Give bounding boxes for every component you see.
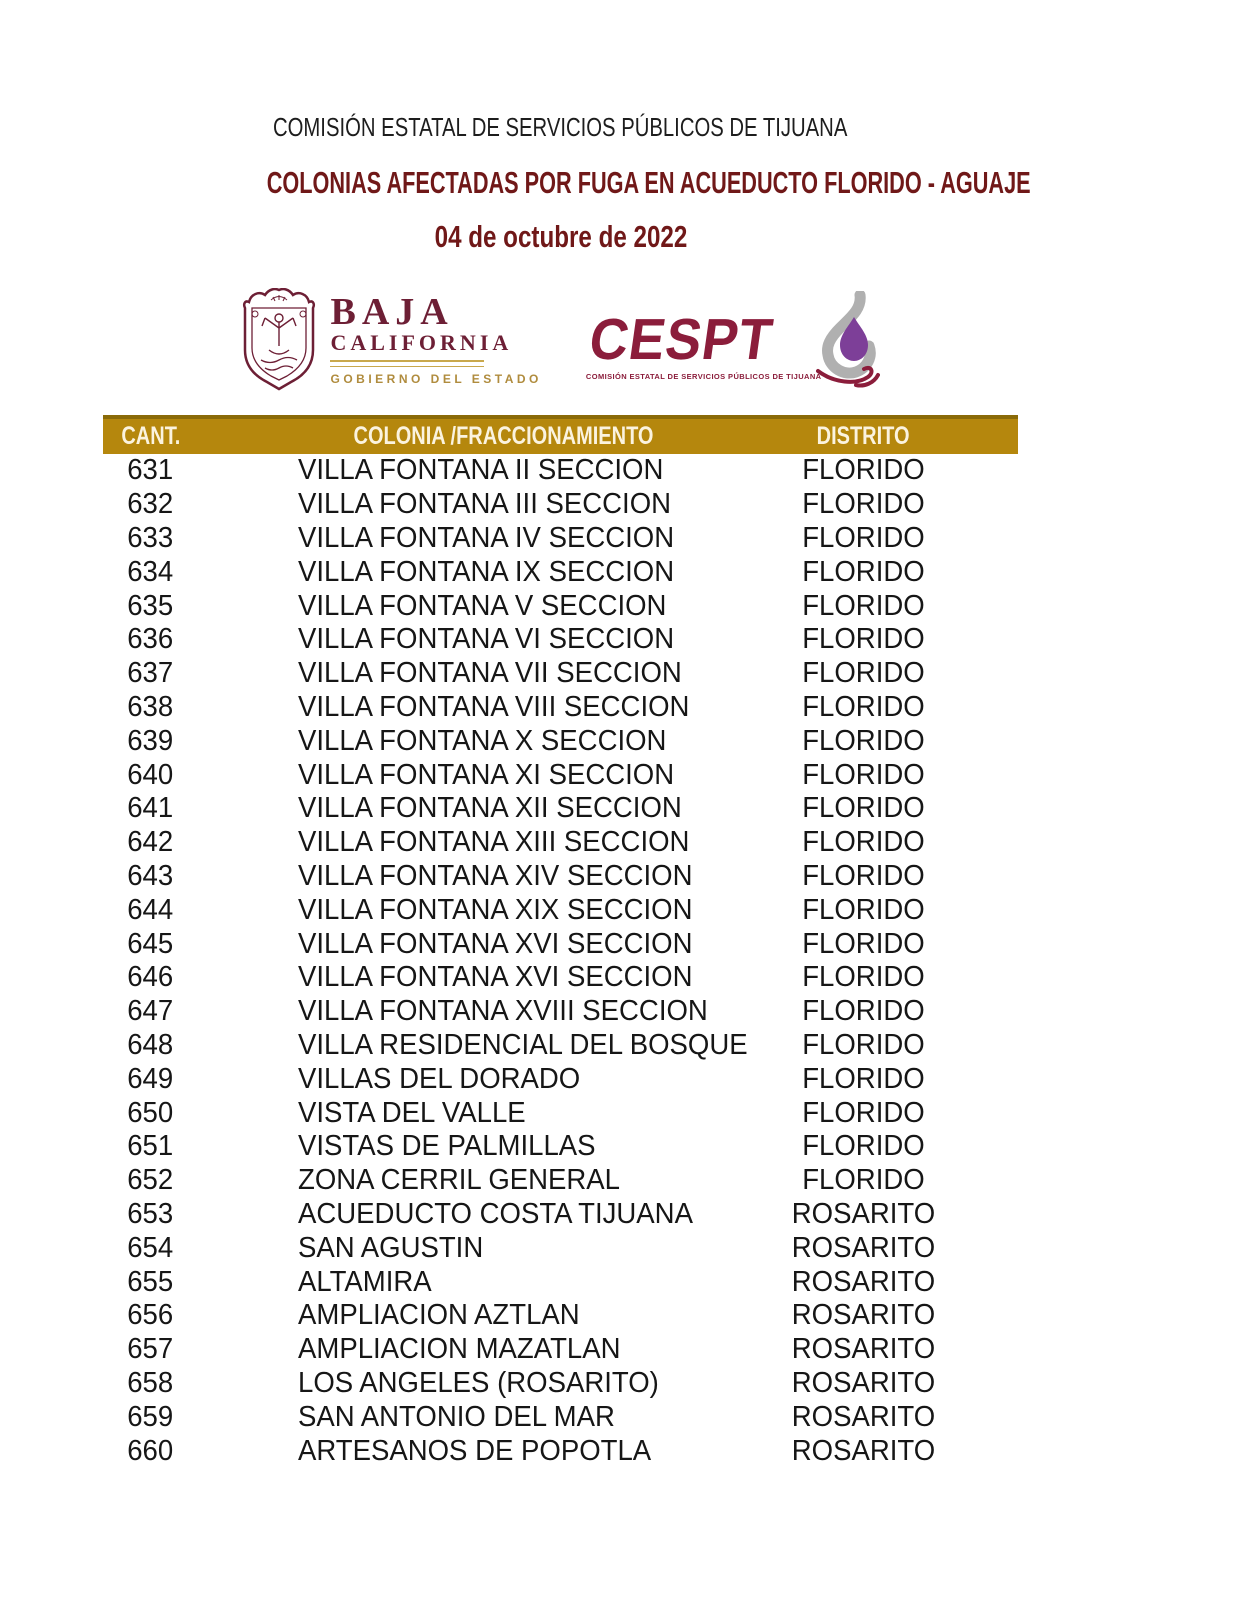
cant-cell <box>103 860 198 894</box>
logos-row <box>103 286 1018 394</box>
cant-cell <box>103 555 198 589</box>
table-row <box>103 1130 1018 1164</box>
colonia-cell-text: VILLA FONTANA IV SECCION <box>298 521 675 554</box>
distrito-cell <box>708 623 1018 657</box>
colonia-cell-text: LOS ANGELES (ROSARITO) <box>298 1366 659 1399</box>
distrito-cell <box>708 1367 1018 1401</box>
cant-cell <box>103 691 198 725</box>
table-row <box>103 1096 1018 1130</box>
distrito-cell-text: FLORIDO <box>801 454 925 487</box>
cant-cell-text: 632 <box>127 488 174 521</box>
cant-cell-text: 640 <box>127 758 174 791</box>
colonia-cell-text: VILLA FONTANA III SECCION <box>298 488 672 521</box>
colonia-cell <box>198 1367 708 1401</box>
distrito-cell-text: FLORIDO <box>801 690 925 723</box>
table-row <box>103 792 1018 826</box>
colonia-cell <box>198 1062 708 1096</box>
colonia-cell <box>198 522 708 556</box>
colonia-cell <box>198 1130 708 1164</box>
cant-cell <box>103 995 198 1029</box>
cant-cell-text: 649 <box>127 1062 174 1095</box>
cant-cell <box>103 1367 198 1401</box>
distrito-cell <box>708 1400 1018 1434</box>
cant-cell <box>103 1400 198 1434</box>
distrito-cell-text: FLORIDO <box>801 1028 925 1061</box>
colonia-cell <box>198 1299 708 1333</box>
cant-cell-text: 631 <box>127 454 174 487</box>
cant-cell <box>103 1333 198 1367</box>
distrito-cell <box>708 1333 1018 1367</box>
cant-cell <box>103 1265 198 1299</box>
colonia-cell-text: ARTESANOS DE POPOTLA <box>298 1434 652 1467</box>
distrito-cell-text: FLORIDO <box>801 859 925 892</box>
distrito-cell-text: FLORIDO <box>801 521 925 554</box>
column-header-cant-label: CANT. <box>121 422 180 450</box>
distrito-cell-text: ROSARITO <box>791 1299 935 1332</box>
table-row <box>103 1198 1018 1232</box>
cant-cell-text: 651 <box>127 1130 174 1163</box>
doc-date <box>103 219 1018 255</box>
colonia-cell <box>198 691 708 725</box>
cant-cell-text: 635 <box>127 589 174 622</box>
colonia-cell-text: VILLA FONTANA II SECCION <box>298 454 664 487</box>
colonias-table-wrap <box>103 415 1018 1468</box>
table-row <box>103 623 1018 657</box>
distrito-cell-text: FLORIDO <box>801 555 925 588</box>
colonia-cell <box>198 758 708 792</box>
cant-cell <box>103 961 198 995</box>
colonia-cell <box>198 623 708 657</box>
colonia-cell <box>198 1164 708 1198</box>
colonia-cell-text: AMPLIACION MAZATLAN <box>298 1333 621 1366</box>
cant-cell-text: 633 <box>127 521 174 554</box>
distrito-cell <box>708 1164 1018 1198</box>
colonia-cell-text: VILLA FONTANA IX SECCION <box>298 555 675 588</box>
distrito-cell-text: FLORIDO <box>801 488 925 521</box>
cant-cell <box>103 758 198 792</box>
distrito-cell-text: FLORIDO <box>801 826 925 859</box>
table-row <box>103 1062 1018 1096</box>
colonia-cell-text: VILLA FONTANA XIV SECCION <box>298 859 693 892</box>
cant-cell <box>103 1096 198 1130</box>
distrito-cell-text: FLORIDO <box>801 758 925 791</box>
colonia-cell-text: VILLA FONTANA XII SECCION <box>298 792 682 825</box>
colonia-cell-text: SAN AGUSTIN <box>298 1231 484 1264</box>
distrito-cell <box>708 1062 1018 1096</box>
cant-cell-text: 638 <box>127 690 174 723</box>
baja-logo-text <box>330 291 542 386</box>
cant-cell <box>103 1130 198 1164</box>
cant-cell <box>103 792 198 826</box>
cant-cell <box>103 1198 198 1232</box>
table-row <box>103 1367 1018 1401</box>
table-row <box>103 589 1018 623</box>
colonia-cell-text: VILLA FONTANA XIII SECCION <box>298 826 690 859</box>
colonia-cell <box>198 1028 748 1063</box>
distrito-cell <box>708 657 1018 691</box>
colonia-cell <box>198 1434 708 1468</box>
colonia-cell <box>198 1231 708 1265</box>
cant-cell <box>103 1029 198 1063</box>
colonia-cell-text: VILLA FONTANA XVI SECCION <box>298 961 693 994</box>
cant-cell <box>103 623 198 657</box>
table-row <box>103 1400 1018 1434</box>
column-header-colonia <box>198 417 708 454</box>
cant-cell-text: 655 <box>127 1265 174 1298</box>
cant-cell-text: 637 <box>127 657 174 690</box>
cant-cell-text: 643 <box>127 859 174 892</box>
cespt-acronym: CESPT <box>585 307 777 372</box>
cant-cell-text: 647 <box>127 995 174 1028</box>
cant-cell <box>103 826 198 860</box>
colonia-cell-text: VILLA FONTANA XVIII SECCION <box>298 995 708 1028</box>
table-row <box>103 724 1018 758</box>
cant-cell <box>103 657 198 691</box>
cant-cell <box>103 927 198 961</box>
table-row <box>103 691 1018 725</box>
cant-cell <box>103 1434 198 1468</box>
table-row <box>103 1029 1018 1063</box>
cant-cell <box>103 893 198 927</box>
cespt-logo <box>586 291 880 389</box>
baja-california-logo <box>241 288 541 392</box>
distrito-cell <box>708 589 1018 623</box>
cant-cell <box>103 724 198 758</box>
distrito-cell <box>708 488 1018 522</box>
distrito-cell-text: ROSARITO <box>791 1400 935 1433</box>
distrito-cell <box>708 454 1018 488</box>
table-row <box>103 758 1018 792</box>
distrito-cell-text: FLORIDO <box>801 623 925 656</box>
table-row <box>103 826 1018 860</box>
table-row <box>103 1164 1018 1198</box>
distrito-cell-text: FLORIDO <box>801 1164 925 1197</box>
baja-logo-line1: BAJA <box>330 291 454 333</box>
colonia-cell-text: ALTAMIRA <box>298 1265 432 1298</box>
distrito-cell-text: FLORIDO <box>801 961 925 994</box>
distrito-cell-text: FLORIDO <box>801 1062 925 1095</box>
distrito-cell-text: FLORIDO <box>801 893 925 926</box>
cant-cell <box>103 1164 198 1198</box>
colonia-cell-text: AMPLIACION AZTLAN <box>298 1299 580 1332</box>
colonia-cell <box>198 995 708 1029</box>
distrito-cell <box>708 1434 1018 1468</box>
cant-cell-text: 657 <box>127 1333 174 1366</box>
colonia-cell-text: VILLA FONTANA XIX SECCION <box>298 893 693 926</box>
distrito-cell <box>708 1198 1018 1232</box>
cant-cell-text: 660 <box>127 1434 174 1467</box>
colonia-cell-text: VISTAS DE PALMILLAS <box>298 1130 596 1163</box>
colonia-cell-text: SAN ANTONIO DEL MAR <box>298 1400 615 1433</box>
table-row <box>103 488 1018 522</box>
cant-cell <box>103 589 198 623</box>
column-header-colonia-label: COLONIA /FRACCIONAMIENTO <box>353 422 653 450</box>
table-row <box>103 893 1018 927</box>
table-row <box>103 995 1018 1029</box>
cant-cell-text: 641 <box>127 792 174 825</box>
distrito-cell-text: FLORIDO <box>801 1130 925 1163</box>
colonia-cell <box>198 657 708 691</box>
cant-cell-text: 652 <box>127 1164 174 1197</box>
table-row <box>103 1299 1018 1333</box>
org-title-text: COMISIÓN ESTATAL DE SERVICIOS PÚBLICOS DE TIJUANA <box>273 112 848 142</box>
colonia-cell-text: VILLA FONTANA XVI SECCION <box>298 927 693 960</box>
distrito-cell <box>708 927 1018 961</box>
distrito-cell-text: ROSARITO <box>791 1231 935 1264</box>
table-row <box>103 927 1018 961</box>
colonia-cell <box>198 927 708 961</box>
distrito-cell-text: ROSARITO <box>791 1265 935 1298</box>
distrito-cell-text: FLORIDO <box>801 724 925 757</box>
colonia-cell <box>198 1400 708 1434</box>
colonia-cell <box>198 860 708 894</box>
cant-cell-text: 644 <box>127 893 174 926</box>
cant-cell-text: 658 <box>127 1366 174 1399</box>
colonia-cell-text: VISTA DEL VALLE <box>298 1096 526 1129</box>
cant-cell-text: 656 <box>127 1299 174 1332</box>
table-row <box>103 1434 1018 1468</box>
table-row <box>103 454 1018 488</box>
table-row <box>103 1333 1018 1367</box>
distrito-cell-text: FLORIDO <box>801 657 925 690</box>
cespt-logo-text <box>585 307 822 389</box>
distrito-cell-text: ROSARITO <box>791 1434 935 1467</box>
doc-title <box>103 165 1031 201</box>
distrito-cell-text: FLORIDO <box>801 995 925 1028</box>
baja-crest-icon <box>241 288 317 392</box>
colonias-table <box>103 415 1018 1468</box>
distrito-cell <box>708 1265 1018 1299</box>
table-row <box>103 860 1018 894</box>
colonia-cell-text: VILLAS DEL DORADO <box>298 1062 581 1095</box>
cant-cell <box>103 488 198 522</box>
table-row <box>103 1265 1018 1299</box>
distrito-cell <box>708 995 1018 1029</box>
cant-cell-text: 646 <box>127 961 174 994</box>
colonia-cell-text: ACUEDUCTO COSTA TIJUANA <box>298 1197 693 1230</box>
cant-cell-text: 648 <box>127 1028 174 1061</box>
cant-cell-text: 639 <box>127 724 174 757</box>
distrito-cell <box>708 758 1018 792</box>
table-row <box>103 961 1018 995</box>
doc-date-text: 04 de octubre de 2022 <box>434 219 687 254</box>
colonia-cell <box>198 724 708 758</box>
doc-title-text: COLONIAS AFECTADAS POR FUGA EN ACUEDUCTO FLORIDO - AGUAJE <box>266 165 1031 200</box>
table-header-row <box>103 417 1018 454</box>
distrito-cell <box>708 555 1018 589</box>
colonia-cell <box>198 826 708 860</box>
colonia-cell-text: ZONA CERRIL GENERAL <box>298 1164 621 1197</box>
colonia-cell <box>198 1265 708 1299</box>
column-header-distrito <box>708 417 1018 454</box>
cant-cell <box>103 522 198 556</box>
cant-cell-text: 634 <box>127 555 174 588</box>
table-row <box>103 555 1018 589</box>
table-row <box>103 657 1018 691</box>
colonia-cell <box>198 488 708 522</box>
distrito-cell <box>708 1231 1018 1265</box>
colonia-cell-text: VILLA FONTANA XI SECCION <box>298 758 675 791</box>
cant-cell <box>103 1062 198 1096</box>
colonia-cell <box>198 1333 708 1367</box>
distrito-cell <box>708 724 1018 758</box>
distrito-cell <box>708 860 1018 894</box>
distrito-cell-text: ROSARITO <box>791 1197 935 1230</box>
distrito-cell <box>708 1096 1018 1130</box>
colonia-cell-text: VILLA FONTANA V SECCION <box>298 589 667 622</box>
distrito-cell <box>708 792 1018 826</box>
distrito-cell <box>708 961 1018 995</box>
column-header-cant <box>103 417 198 454</box>
colonia-cell <box>198 454 708 488</box>
table-row <box>103 522 1018 556</box>
cant-cell-text: 636 <box>127 623 174 656</box>
baja-logo-line2: CALIFORNIA <box>330 330 513 355</box>
water-drop-icon <box>816 291 880 389</box>
colonia-cell <box>198 1198 708 1232</box>
colonia-cell <box>198 792 708 826</box>
cant-cell <box>103 1231 198 1265</box>
cant-cell <box>103 454 198 488</box>
cant-cell-text: 659 <box>127 1400 174 1433</box>
distrito-cell <box>708 1130 1018 1164</box>
baja-gold-rule <box>330 360 484 367</box>
distrito-cell <box>708 1299 1018 1333</box>
colonia-cell-text: VILLA FONTANA VI SECCION <box>298 623 675 656</box>
distrito-cell-text: ROSARITO <box>791 1366 935 1399</box>
cant-cell-text: 654 <box>127 1231 174 1264</box>
cant-cell-text: 653 <box>127 1197 174 1230</box>
colonia-cell <box>198 555 708 589</box>
distrito-cell <box>708 893 1018 927</box>
colonia-cell <box>198 589 708 623</box>
colonia-cell-text: VILLA FONTANA VII SECCION <box>298 657 682 690</box>
colonia-cell <box>198 893 708 927</box>
table-row <box>103 1231 1018 1265</box>
colonia-cell <box>198 961 708 995</box>
cant-cell-text: 645 <box>127 927 174 960</box>
distrito-cell <box>708 522 1018 556</box>
org-title <box>103 112 1018 143</box>
distrito-cell-text: FLORIDO <box>801 792 925 825</box>
cant-cell-text: 650 <box>127 1096 174 1129</box>
cant-cell <box>103 1299 198 1333</box>
colonia-cell-text: VILLA FONTANA VIII SECCION <box>298 690 690 723</box>
cant-cell-text: 642 <box>127 826 174 859</box>
distrito-cell-text: FLORIDO <box>801 1096 925 1129</box>
table-body <box>103 454 1018 1468</box>
distrito-cell-text: FLORIDO <box>801 589 925 622</box>
baja-logo-tagline: GOBIERNO DEL ESTADO <box>330 372 542 386</box>
colonia-cell-text: VILLA RESIDENCIAL DEL BOSQUE <box>298 1028 748 1061</box>
distrito-cell <box>708 826 1018 860</box>
cespt-caption: COMISIÓN ESTATAL DE SERVICIOS PÚBLICOS DE TIJUANA <box>585 372 822 381</box>
column-header-distrito-label: DISTRITO <box>816 422 910 450</box>
distrito-cell-text: ROSARITO <box>791 1333 935 1366</box>
colonia-cell <box>198 1096 708 1130</box>
distrito-cell-text: FLORIDO <box>801 927 925 960</box>
distrito-cell <box>708 691 1018 725</box>
colonia-cell-text: VILLA FONTANA X SECCION <box>298 724 667 757</box>
